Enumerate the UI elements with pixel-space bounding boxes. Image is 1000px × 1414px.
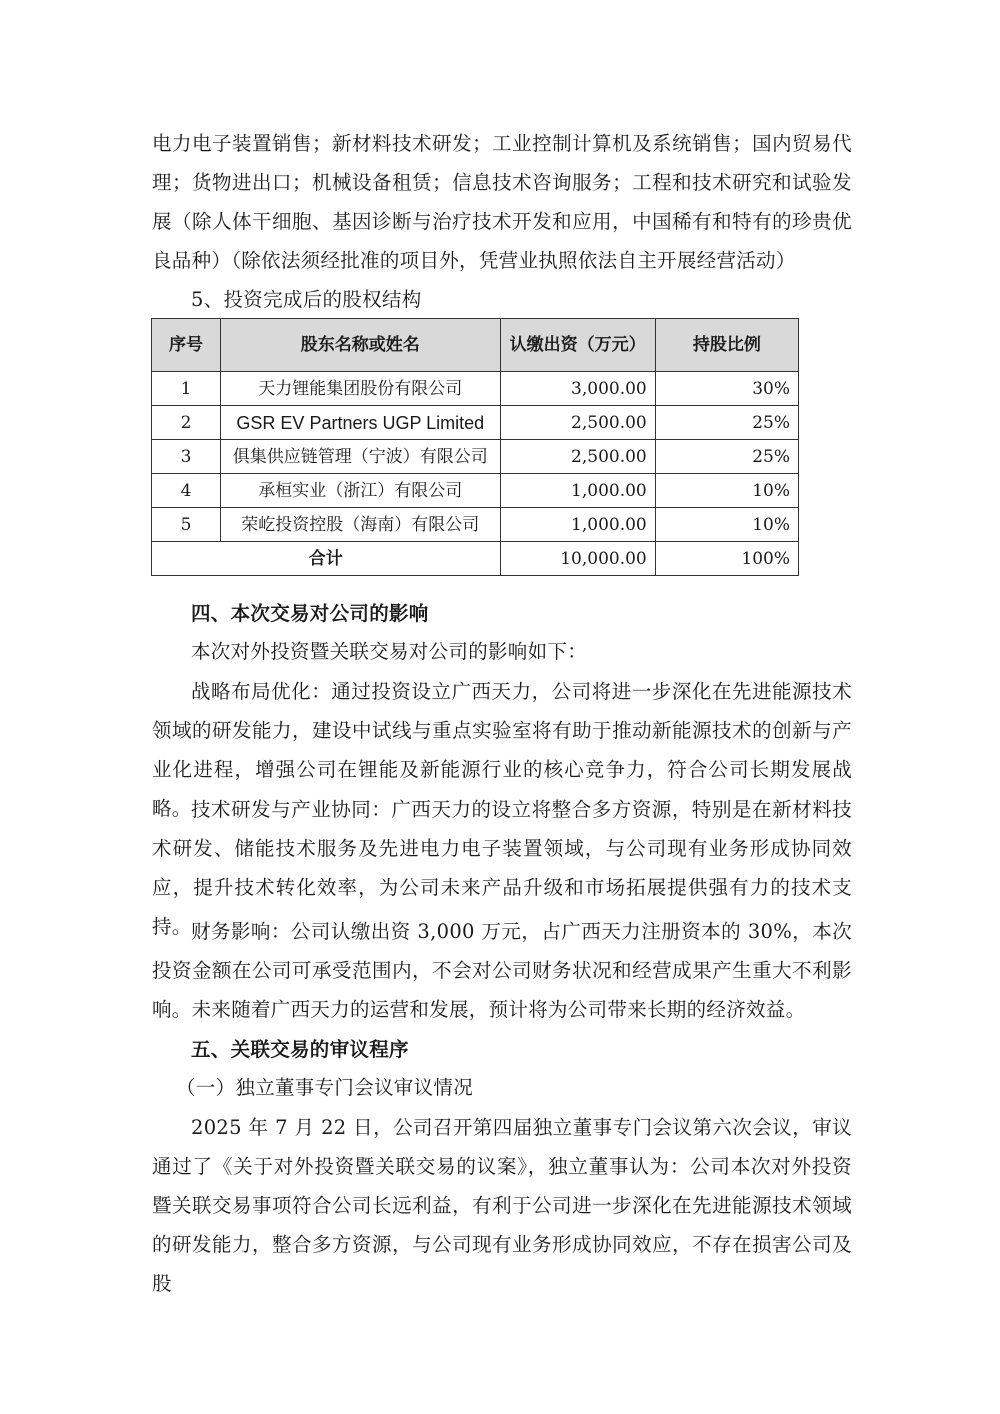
table-row	[152, 508, 799, 542]
row-no: 5	[152, 508, 221, 542]
header-ratio: 持股比例	[655, 319, 798, 372]
section4-strategy-paragraph: 战略布局优化：通过投资设立广西天力，公司将进一步深化在先进能源技术领域的研发能力，建设中试线与重点实验室将有助于推动新能源技术的创新与产业化进程，增强公司在锂能及新能源行业的核心竞争力，符合公司长期发展战略。	[152, 680, 852, 820]
row-ratio: 25%	[655, 406, 798, 440]
header-no: 序号	[152, 319, 221, 372]
section4-tech-paragraph: 技术研发与产业协同：广西天力的设立将整合多方资源，特别是在新材料技术研发、储能技术服务及先进电力电子装置领域，与公司现有业务形成协同效应，提升技术转化效率，为公司未来产品升级和市场拓展提供强有力的技术支持。	[152, 798, 852, 938]
row-amount: 2,500.00	[500, 440, 655, 474]
intro-paragraph: 电力电子装置销售；新材料技术研发；工业控制计算机及系统销售；国内贸易代理；货物进出口；机械设备租赁；信息技术咨询服务；工程和技术研究和试验发展（除人体干细胞、基因诊断与治疗技术开发和应用，中国稀有和特有的珍贵优良品种）（除依法须经批准的项目外，凭营业执照依法自主开展经营活动）	[152, 132, 852, 272]
row-amount: 1,000.00	[500, 474, 655, 508]
row-amount: 3,000.00	[500, 372, 655, 406]
row-amount: 1,000.00	[500, 508, 655, 542]
row-ratio: 10%	[655, 474, 798, 508]
row-ratio: 30%	[655, 372, 798, 406]
row-name: 天力锂能集团股份有限公司	[221, 372, 500, 406]
total-amount: 10,000.00	[500, 542, 655, 576]
table-header-row	[152, 319, 799, 372]
row-name: 俱集供应链管理（宁波）有限公司	[221, 440, 500, 474]
total-label: 合计	[152, 542, 501, 576]
table-row	[152, 406, 799, 440]
section5-paragraph: 2025 年 7 月 22 日，公司召开第四届独立董事专门会议第六次会议，审议通过了《关于对外投资暨关联交易的议案》，独立董事认为：公司本次对外投资暨关联交易事项符合公司长远利益，有利于公司进一步深化在先进能源技术领域的研发能力，整合多方资源，与公司现有业务形成协同效应，不存在损害公司及股	[152, 1116, 852, 1295]
row-name: 承桓实业（浙江）有限公司	[221, 474, 500, 508]
table-total-row	[152, 542, 799, 576]
row-no: 2	[152, 406, 221, 440]
row-ratio: 10%	[655, 508, 798, 542]
row-ratio: 25%	[655, 440, 798, 474]
equity-section-title: 5、投资完成后的股权结构	[191, 288, 422, 311]
section4-heading: 四、本次交易对公司的影响	[191, 602, 429, 625]
equity-structure-table	[151, 318, 799, 576]
row-amount: 2,500.00	[500, 406, 655, 440]
section5-heading: 五、关联交易的审议程序	[191, 1038, 409, 1061]
section4-finance-paragraph: 财务影响：公司认缴出资 3,000 万元，占广西天力注册资本的 30%，本次投资金额在公司可承受范围内，不会对公司财务状况和经营成果产生重大不利影响。未来随着广西天力的运营和发展，预计将为公司带来长期的经济效益。	[152, 920, 852, 1021]
row-no: 4	[152, 474, 221, 508]
table-row	[152, 440, 799, 474]
section5-subheading: （一）独立董事专门会议审议情况	[176, 1076, 474, 1099]
row-name: GSR EV Partners UGP Limited	[221, 406, 500, 440]
header-name: 股东名称或姓名	[221, 319, 500, 372]
header-amount: 认缴出资（万元）	[500, 319, 655, 372]
table-row	[152, 372, 799, 406]
row-no: 1	[152, 372, 221, 406]
table-row	[152, 474, 799, 508]
row-name: 荣屹投资控股（海南）有限公司	[221, 508, 500, 542]
total-ratio: 100%	[655, 542, 798, 576]
row-no: 3	[152, 440, 221, 474]
section4-lead: 本次对外投资暨关联交易对公司的影响如下：	[191, 640, 588, 663]
